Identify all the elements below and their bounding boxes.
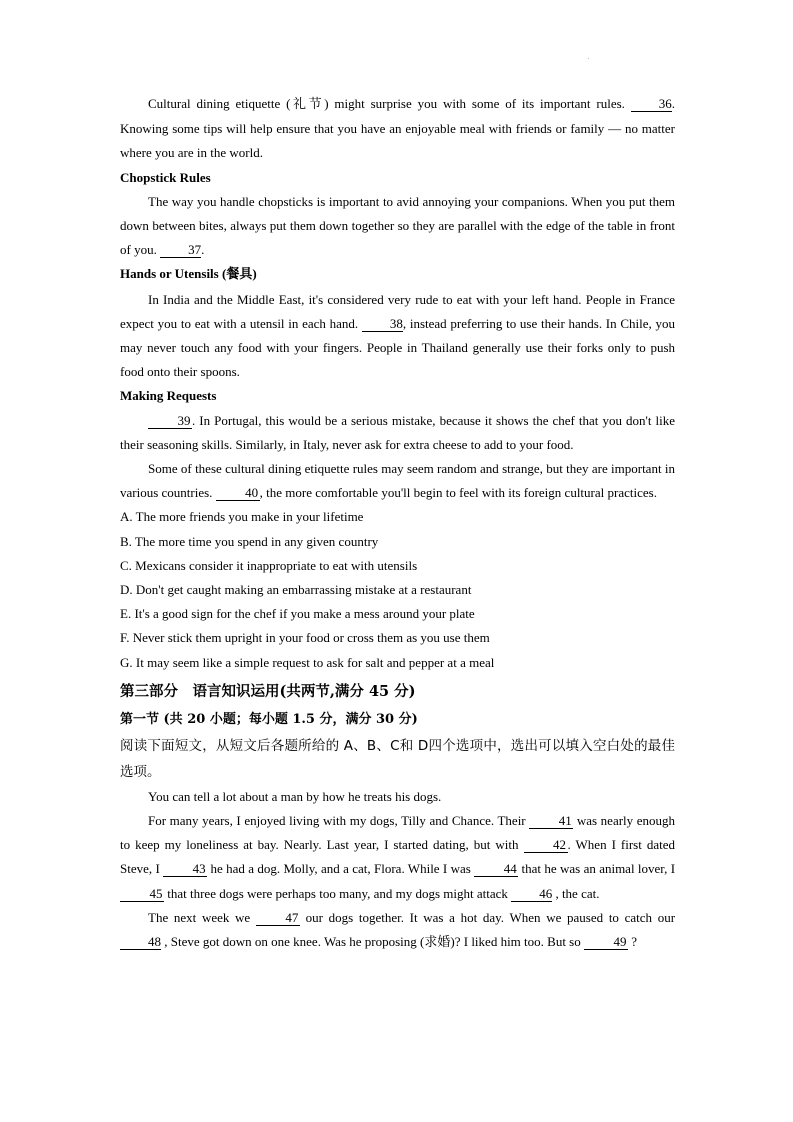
answer-blank-38: 38: [362, 317, 403, 332]
answer-blank-41: 41: [529, 814, 573, 829]
text: he had a dog. Molly, and a cat, Flora. While I was: [210, 861, 471, 877]
answer-blank-49: 49: [584, 935, 628, 950]
text-cn: 求婚: [424, 935, 451, 951]
text: ?: [631, 934, 638, 950]
answer-blank-46: 46: [511, 887, 552, 902]
answer-blank-43: 43: [163, 862, 207, 877]
text: our dogs together. It was a hot day. When we paused to catch our: [305, 909, 676, 925]
text: The way you handle chopsticks is important to avid annoying your companions. When you put them down between bites, always put them down together so they are parallel with the edge of the table in front of you.: [120, 193, 675, 258]
text-cn: 餐具: [226, 267, 253, 283]
heading-hands-or-utensils: [120, 262, 675, 287]
text: , instead preferring to use their hands. In Chile, you may never touch any food with your fingers. People in Thailand generally use their forks only to push food onto their spoons.: [120, 315, 675, 380]
option-a: A. The more friends you make in your lifetime: [120, 509, 364, 525]
text: . In Portugal, this would be a serious mistake, because it shows the chef that you don't like their seasoning skills. Similarly, in Italy, never ask for extra cheese to add to your food.: [120, 412, 675, 452]
instruction-text: 阅读下面短文，从短文后各题所给的 A、B、C和 D四个选项中，选出可以填入空白处的最佳选项。: [120, 737, 675, 780]
answer-blank-47: 47: [256, 911, 300, 926]
text: ) might surprise you with some of its important rules.: [324, 96, 625, 111]
option-c: C. Mexicans consider it inappropriate to eat with utensils: [120, 557, 418, 573]
answer-blank-45: 45: [120, 887, 164, 902]
option-e: E. It's a good sign for the chef if you make a mess around your plate: [120, 606, 475, 622]
option-g: G. It may seem like a simple request to ask for salt and pepper at a meal: [120, 654, 495, 670]
answer-blank-37: 37: [160, 243, 201, 258]
text: The next week we: [148, 909, 251, 925]
text: , the cat.: [555, 885, 600, 901]
answer-blank-39: 39: [148, 414, 192, 429]
text: )? I liked him too. But so: [450, 934, 581, 950]
option-list: [120, 505, 675, 674]
text: In India and the Middle East, it's considered very rude to eat with your left hand. People in France expect you to eat with a utensil in each hand.: [120, 291, 675, 331]
text: ): [252, 266, 257, 282]
passage-paragraph-4: [120, 409, 675, 457]
option-b: B. The more time you spend in any given country: [120, 533, 379, 549]
answer-blank-40: 40: [216, 486, 260, 501]
text: that three dogs were perhaps too many, and my dogs might attack: [167, 885, 508, 901]
text: Cultural dining etiquette (: [148, 96, 291, 111]
document-page: [120, 92, 675, 955]
text: that he was an animal lover, I: [521, 861, 676, 877]
passage-paragraph-3: [120, 288, 675, 385]
passage-paragraph-2: [120, 190, 675, 263]
cloze-paragraph-3: [120, 906, 675, 955]
text: .: [201, 242, 205, 258]
answer-blank-36: 36: [631, 97, 672, 112]
option-f: F. Never stick them upright in your food or cross them as you use them: [120, 630, 490, 646]
part-three-heading: 第三部分 语言知识运用(共两节,满分 45 分): [120, 682, 416, 700]
text: Some of these cultural dining etiquette rules may seem random and strange, but they are important in various countries.: [120, 461, 675, 501]
text: , the more comfortable you'll begin to feel with its foreign cultural practices.: [259, 485, 657, 501]
text: . When I first dated Steve, I: [120, 837, 675, 877]
cloze-paragraph-2: [120, 809, 675, 906]
answer-blank-44: 44: [474, 862, 518, 877]
section-one-heading: 第一节 (共 20 小题；每小题 1.5 分，满分 30 分): [120, 711, 418, 727]
heading-making-requests: Making Requests: [120, 388, 217, 404]
scan-mark: [588, 58, 589, 59]
text: For many years, I enjoyed living with my dogs, Tilly and Chance. Their: [148, 813, 526, 829]
text-cn: 礼节: [290, 97, 325, 112]
text: was nearly enough to keep my loneliness at bay. Nearly. Last year, I started dating, but with: [120, 813, 676, 853]
answer-blank-42: 42: [524, 838, 568, 853]
passage-paragraph-1: [120, 92, 675, 166]
option-d: D. Don't get caught making an embarrassing mistake at a restaurant: [120, 582, 472, 598]
heading-chopstick-rules: Chopstick Rules: [120, 169, 211, 185]
text: , Steve got down on one knee. Was he proposing (: [164, 934, 425, 950]
passage-paragraph-5: [120, 457, 675, 505]
text: Hands or Utensils (: [120, 266, 227, 282]
cloze-paragraph-1: You can tell a lot about a man by how he treats his dogs.: [148, 788, 442, 804]
answer-blank-48: 48: [120, 935, 161, 950]
text: . Knowing some tips will help ensure that you have an enjoyable meal with friends or family — no matter where you are in the world.: [120, 96, 675, 161]
